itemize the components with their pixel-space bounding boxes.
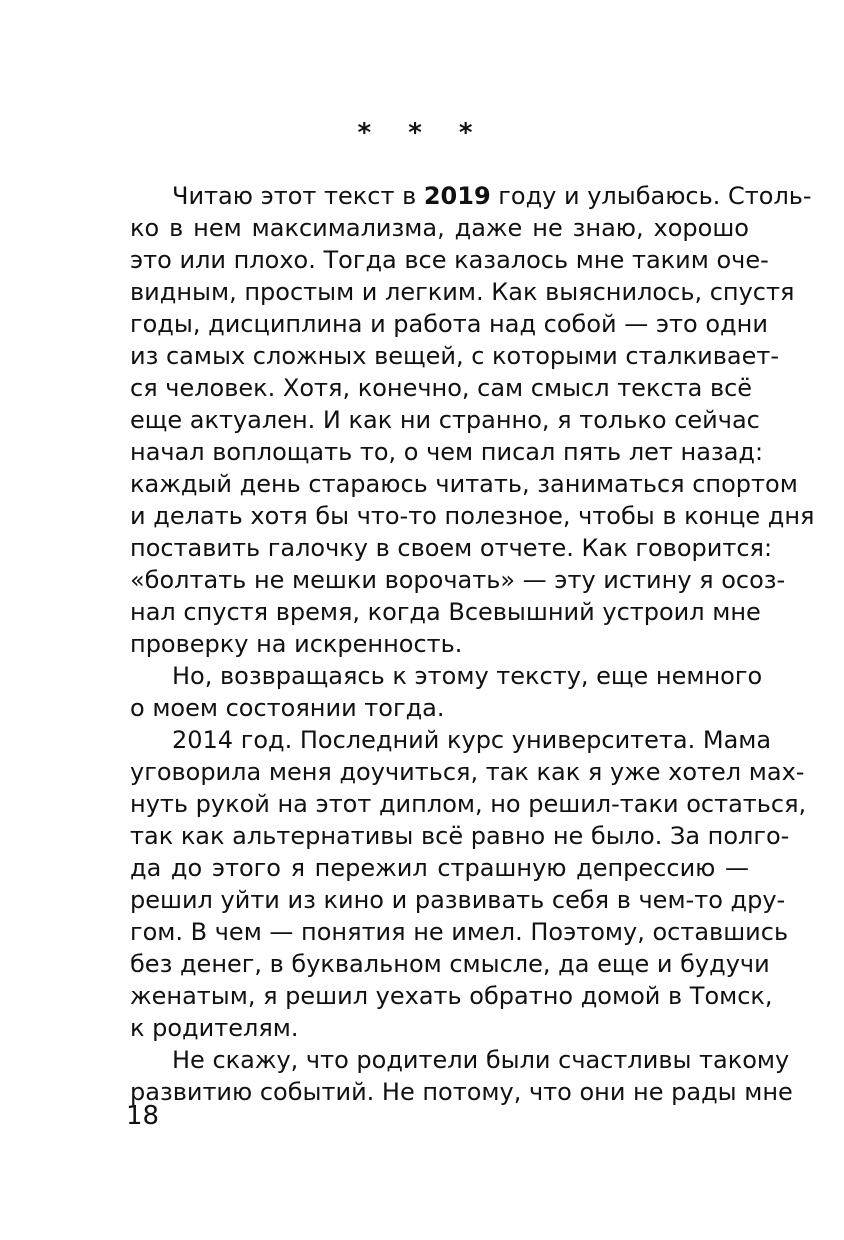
body-text	[130, 180, 815, 1108]
text-line: нуть рукой на этот диплом, но решил-таки остаться,	[130, 790, 807, 818]
text-line: к родителям.	[130, 1014, 299, 1042]
page-number: 18	[126, 1101, 160, 1131]
text-line: ко в нем максимализма, даже не знаю, хорошо	[130, 214, 749, 242]
text-line: так как альтернативы всё равно не было. За полго-	[130, 822, 790, 850]
text-line: решил уйти из кино и развивать себя в чем-то дру-	[130, 886, 786, 914]
text-line: 2014 год. Последний курс университета. Мама	[172, 726, 772, 754]
paragraph-1	[130, 180, 815, 660]
text-line: и делать хотя бы что-то полезное, чтобы в конце дня	[130, 502, 815, 530]
text-line: это или плохо. Тогда все казалось мне таким оче-	[130, 246, 769, 274]
text-line: проверку на искренность.	[130, 630, 463, 658]
text-line: о моем состоянии тогда.	[130, 694, 445, 722]
paragraph-2	[130, 660, 763, 724]
paragraph-3	[130, 724, 807, 1044]
text-line: нал спустя время, когда Всевышний устроил мне	[130, 598, 761, 626]
text-line: еще актуален. И как ни странно, я только сейчас	[130, 406, 760, 434]
text-line: «болтать не мешки ворочать» — эту истину я осоз-	[130, 566, 786, 594]
year-2019: 2019	[423, 182, 491, 210]
text-line: годы, дисциплина и работа над собой — это одни	[130, 310, 768, 338]
section-separator: * * *	[357, 118, 487, 148]
text-line: каждый день стараюсь читать, заниматься спортом	[130, 470, 798, 498]
text-line: уговорила меня доучиться, так как я уже хотел мах-	[130, 758, 805, 786]
text-line: начал воплощать то, о чем писал пять лет назад:	[130, 438, 764, 466]
text-line: гом. В чем — понятия не имел. Поэтому, оставшись	[130, 918, 789, 946]
text-line: видным, простым и легким. Как выяснилось, спустя	[130, 278, 795, 306]
text-line: из самых сложных вещей, с которыми сталкивает-	[130, 342, 779, 370]
text-line: Не скажу, что родители были счастливы такому	[172, 1046, 790, 1074]
text-line: да до этого я пережил страшную депрессию —	[130, 854, 749, 882]
text-line: ся человек. Хотя, конечно, сам смысл текста всё	[130, 374, 753, 402]
text-line: без денег, в буквальном смысле, да еще и будучи	[130, 950, 770, 978]
text-line: Но, возвращаясь к этому тексту, еще немного	[172, 662, 763, 690]
text-line: Читаю этот текст в 2019 году и улыбаюсь. Столь-	[172, 182, 812, 210]
text-line: развитию событий. Не потому, что они не рады мне	[130, 1078, 793, 1106]
paragraph-4	[130, 1044, 793, 1108]
text-line: женатым, я решил уехать обратно домой в Томск,	[130, 982, 773, 1010]
text-line: поставить галочку в своем отчете. Как говорится:	[130, 534, 773, 562]
